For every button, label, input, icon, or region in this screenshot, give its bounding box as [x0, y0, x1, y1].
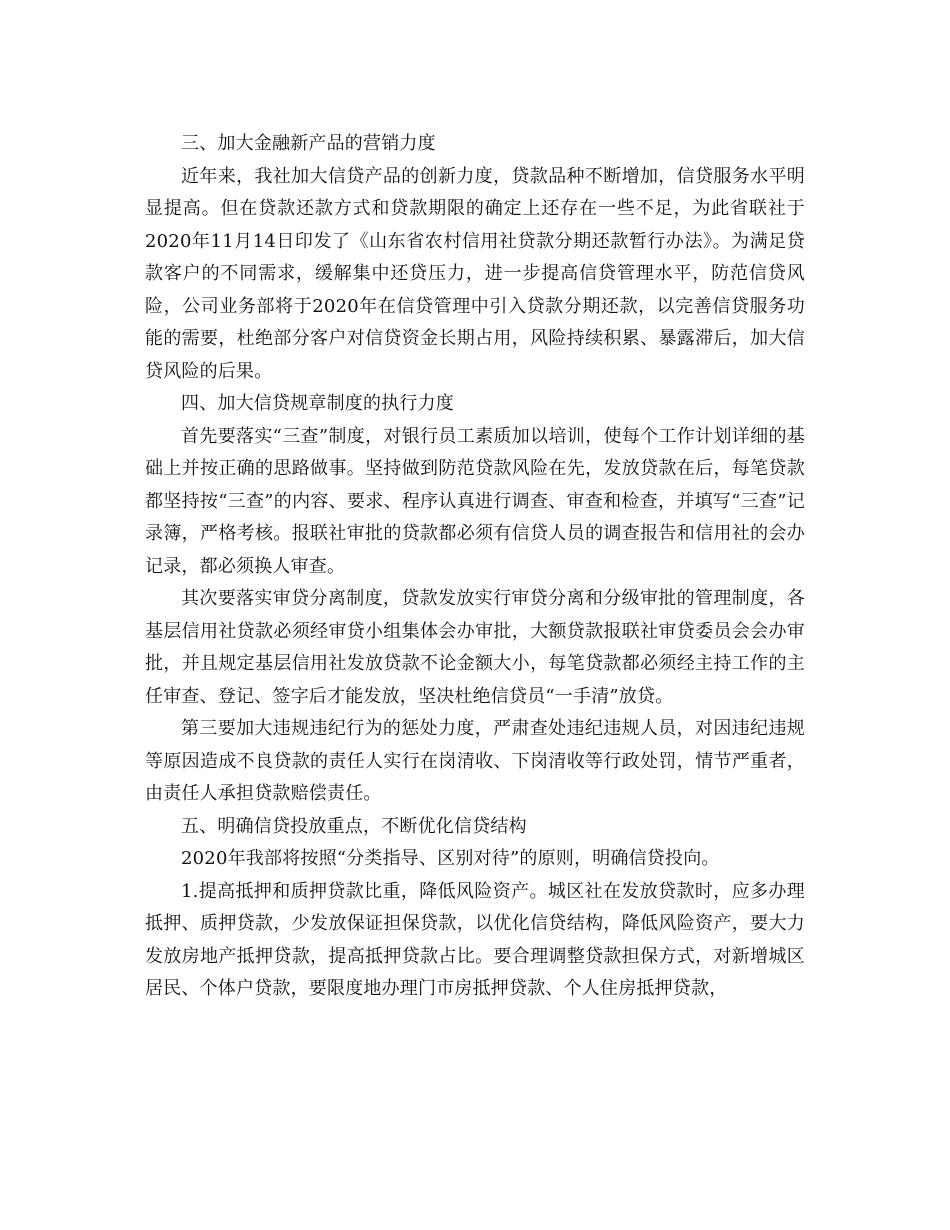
section-heading-5: 五、明确信贷投放重点，不断优化信贷结构 [181, 815, 527, 837]
paragraph-product-innovation: 近年来，我社加大信贷产品的创新力度，贷款品种不断增加，信贷服务水平明显提高。但在贷款还款方式和贷款期限的确定上还存在一些不足，为此省联社于2020年11月14日印发了《山东省农村信用社贷款分期还款暂行办法》。为满足贷款客户的不同需求，缓解集中还贷压力，进一步提高信贷管理水平，防范信贷风险，公司业务部将于2020年在信贷管理中引入贷款分期还款，以完善信贷服务功能的需要，杜绝部分客户对信贷资金长期占用，风险持续积累、暴露滞后，加大信贷风险的后果。 [145, 165, 805, 382]
paragraph-three-checks: 首先要落实“三查”制度，对银行员工素质加以培训，使每个工作计划详细的基础上并按正确的思路做事。坚持做到防范贷款风险在先，发放贷款在后，每笔贷款都坚持按“三查”的内容、要求、程序认真进行调查、审查和检查，并填写“三查”记录簿，严格考核。报联社审批的贷款都必须有信贷人员的调查报告和信用社的会办记录，都必须换人审查。 [145, 425, 805, 577]
document-body [145, 128, 805, 1006]
paragraph-review-separation: 其次要落实审贷分离制度，贷款发放实行审贷分离和分级审批的管理制度，各基层信用社贷款必须经审贷小组集体会办审批，大额贷款报联社审贷委员会会办审批，并且规定基层信用社发放贷款不论金额大小，每笔贷款都必须经主持工作的主任审查、登记、签字后才能发放，坚决杜绝信贷员“一手清”放贷。 [145, 588, 805, 707]
paragraph-mortgage-ratio: 1.提高抵押和质押贷款比重，降低风险资产。城区社在发放贷款时，应多办理抵押、质押贷款，少发放保证担保贷款，以优化信贷结构，降低风险资产，要大力发放房地产抵押贷款，提高抵押贷款占比。要合理调整贷款担保方式，对新增城区居民、个体户贷款，要限度地办理门市房抵押贷款、个人住房抵押贷款， [145, 880, 805, 999]
section-heading-4: 四、加大信贷规章制度的执行力度 [181, 393, 454, 414]
paragraph-penalties: 第三要加大违规违纪行为的惩处力度，严肃查处违纪违规人员，对因违纪违规等原因造成不良贷款的责任人实行在岗清收、下岗清收等行政处罚，情节严重者，由责任人承担贷款赔偿责任。 [145, 718, 805, 804]
section-heading-3: 三、加大金融新产品的营销力度 [181, 133, 436, 154]
paragraph-credit-direction: 2020年我部将按照“分类指导、区别对待”的原则，明确信贷投向。 [181, 848, 720, 869]
